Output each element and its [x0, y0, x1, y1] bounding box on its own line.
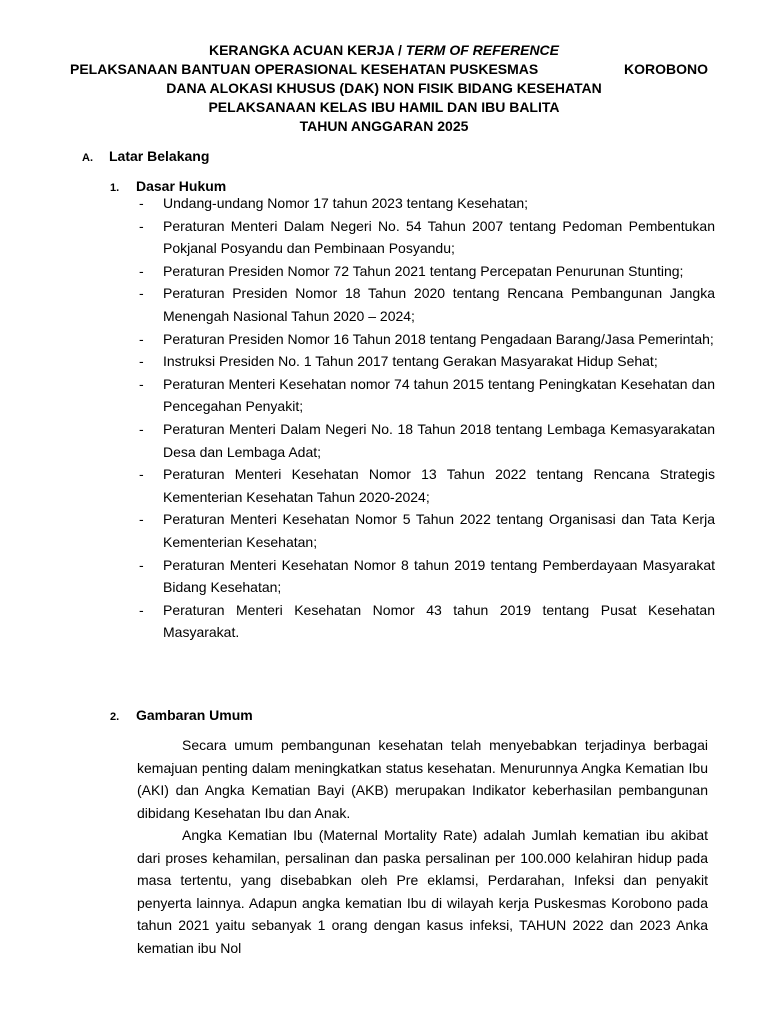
legal-basis-item	[139, 282, 715, 327]
legal-basis-text: Peraturan Menteri Kesehatan Nomor 8 tahun 2019 tentang Pemberdayaan Masyarakat Bidang Kesehatan;	[163, 556, 715, 596]
legal-basis-list	[139, 192, 715, 644]
legal-basis-text: Peraturan Menteri Dalam Negeri No. 54 Tahun 2007 tentang Pedoman Pembentukan Pokjanal Posyandu dan Pembinaan Posyandu;	[163, 217, 715, 257]
list-dash: -	[139, 511, 144, 528]
document-title	[0, 41, 768, 136]
list-dash: -	[139, 285, 144, 302]
title-line-1	[0, 41, 768, 60]
legal-basis-item	[139, 328, 715, 351]
legal-basis-item	[139, 418, 715, 463]
list-dash: -	[139, 217, 144, 234]
list-dash: -	[139, 466, 144, 483]
title-program: PELAKSANAAN BANTUAN OPERASIONAL KESEHATAN PUSKESMAS	[70, 61, 539, 77]
section-a-marker: A.	[82, 152, 93, 164]
title-line-2	[0, 60, 768, 79]
sub2-marker: 2.	[110, 711, 120, 723]
sub2-heading	[110, 706, 253, 726]
title-line-3: DANA ALOKASI KHUSUS (DAK) NON FISIK BIDANG KESEHATAN	[166, 80, 602, 96]
list-dash: -	[139, 330, 144, 347]
legal-basis-item	[139, 192, 715, 215]
list-dash: -	[139, 262, 144, 279]
legal-basis-text: Undang-undang Nomor 17 tahun 2023 tentang Kesehatan;	[163, 195, 529, 211]
legal-basis-item	[139, 463, 715, 508]
legal-basis-item	[139, 215, 715, 260]
sub1-marker: 1.	[110, 182, 120, 194]
paragraph-2: Angka Kematian Ibu (Maternal Mortality Rate) adalah Jumlah kematian ibu akibat dari proses kehamilan, persalinan dan paska persalinan per 100.000 kelahiran hidup pada masa tertentu, yang disebabkan oleh Pre eklamsi, Perdarahan, Infeksi dan penyakit penyerta lainnya. Adapun angka kematian Ibu di wilayah kerja Puskesmas Korobono pada tahun 2021 yaitu sebanyak 1 orang dengan kasus infeksi, TAHUN 2022 dan 2023 Anka kematian ibu Nol	[137, 827, 708, 956]
legal-basis-text: Peraturan Presiden Nomor 72 Tahun 2021 tentang Percepatan Penurunan Stunting;	[163, 262, 684, 279]
title-puskesmas-name: KOROBONO	[624, 61, 708, 77]
legal-basis-text: Peraturan Menteri Kesehatan Nomor 13 Tahun 2022 tentang Rencana Strategis Kementerian Kesehatan Tahun 2020-2024;	[163, 466, 715, 505]
title-kak: KERANGKA ACUAN KERJA /	[208, 42, 406, 58]
list-dash: -	[139, 353, 144, 370]
legal-basis-text: Peraturan Menteri Kesehatan nomor 74 tahun 2015 tentang Peningkatan Kesehatan dan Pencegahan Penyakit;	[163, 375, 715, 415]
list-dash: -	[139, 375, 144, 392]
legal-basis-item	[139, 260, 715, 283]
legal-basis-item	[139, 350, 715, 373]
list-dash: -	[139, 195, 144, 211]
legal-basis-item	[139, 373, 715, 418]
list-dash: -	[139, 601, 144, 618]
sub2-title: Gambaran Umum	[136, 707, 253, 723]
section-a-heading	[82, 147, 209, 167]
sub1-title: Dasar Hukum	[136, 178, 227, 194]
title-tor: TERM OF REFERENCE	[405, 42, 560, 58]
list-dash: -	[139, 420, 144, 437]
section-a-title: Latar Belakang	[109, 148, 210, 164]
legal-basis-text: Peraturan Presiden Nomor 16 Tahun 2018 tentang Pengadaan Barang/Jasa Pemerintah;	[163, 330, 714, 347]
legal-basis-text: Peraturan Menteri Dalam Negeri No. 18 Tahun 2018 tentang Lembaga Kemasyarakatan Desa dan Lembaga Adat;	[163, 420, 715, 460]
legal-basis-item	[139, 554, 715, 599]
legal-basis-text: Peraturan Presiden Nomor 18 Tahun 2020 tentang Rencana Pembangunan Jangka Menengah Nasional Tahun 2020 – 2024;	[163, 285, 715, 324]
legal-basis-text: Peraturan Menteri Kesehatan Nomor 43 tahun 2019 tentang Pusat Kesehatan Masyarakat.	[163, 601, 715, 641]
legal-basis-item	[139, 599, 715, 644]
paragraph-1: Secara umum pembangunan kesehatan telah menyebabkan terjadinya berbagai kemajuan penting dalam meningkatkan status kesehatan. Menurunnya Angka Kematian Ibu (AKI) dan Angka Kematian Bayi (AKB) merupakan Indikator keberhasilan pembangunan dibidang Kesehatan Ibu dan Anak.	[137, 737, 708, 821]
legal-basis-text: Peraturan Menteri Kesehatan Nomor 5 Tahun 2022 tentang Organisasi dan Tata Kerja Kementerian Kesehatan;	[163, 511, 715, 550]
list-dash: -	[139, 556, 144, 573]
title-year: TAHUN ANGGARAN 2025	[299, 118, 469, 134]
legal-basis-item	[139, 508, 715, 553]
title-line-4: PELAKSANAAN KELAS IBU HAMIL DAN IBU BALITA	[208, 99, 560, 115]
legal-basis-text: Instruksi Presiden No. 1 Tahun 2017 tentang Gerakan Masyarakat Hidup Sehat;	[163, 353, 658, 370]
